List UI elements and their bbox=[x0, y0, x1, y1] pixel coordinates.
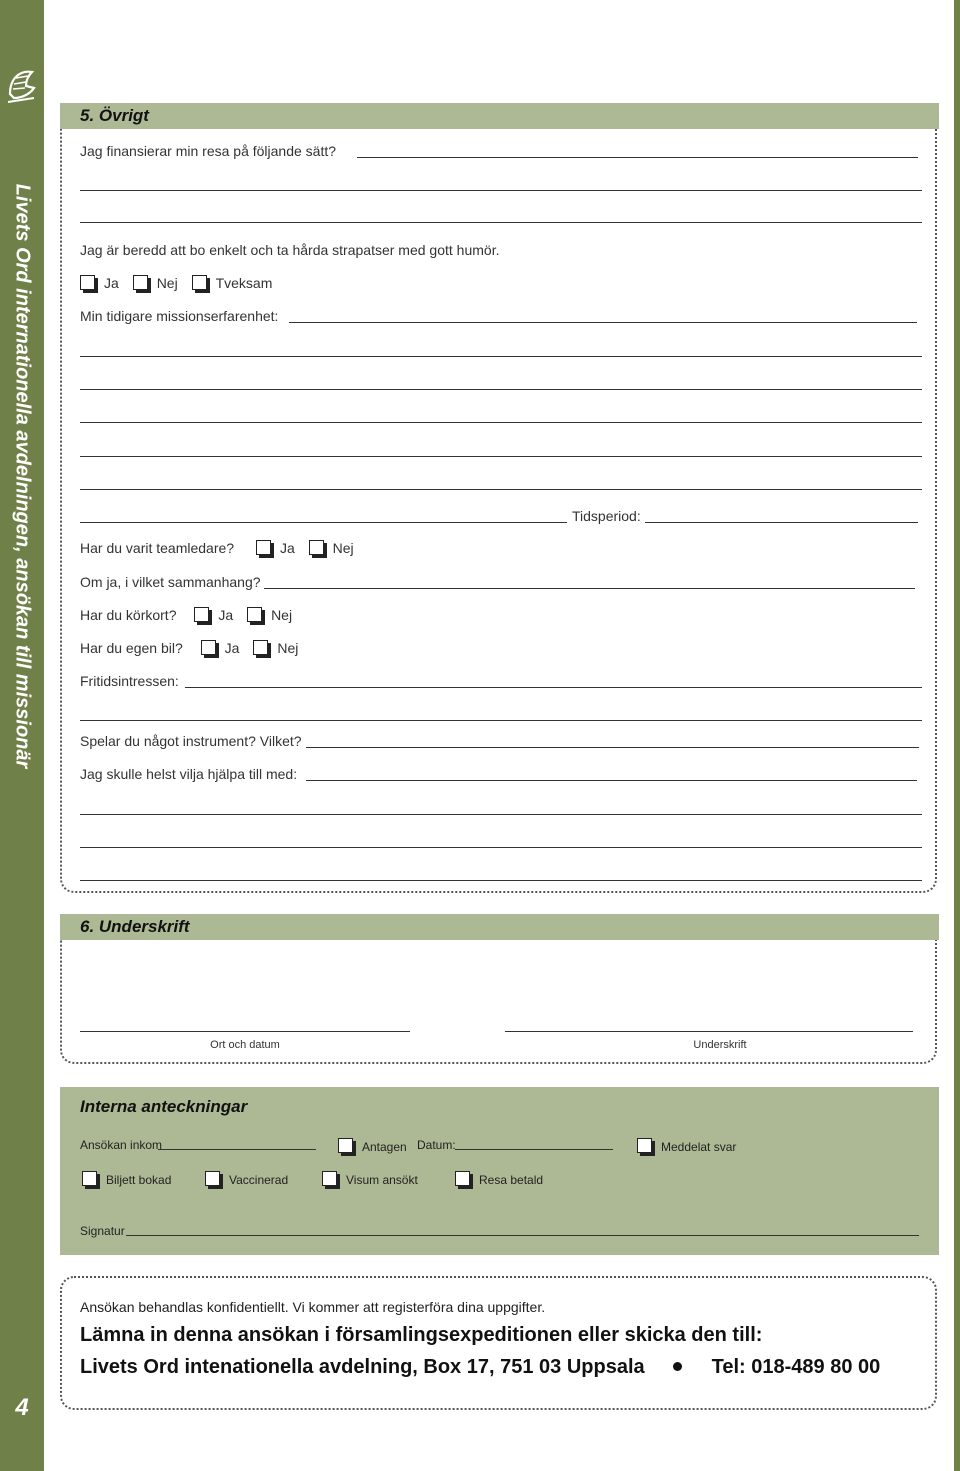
checkbox-icon[interactable] bbox=[82, 1171, 97, 1186]
accepted-option[interactable]: Antagen bbox=[338, 1138, 407, 1154]
checkbox-icon[interactable] bbox=[133, 275, 148, 290]
ticket-option[interactable]: Biljett bokad bbox=[82, 1171, 171, 1187]
car-label: Har du egen bil? bbox=[80, 640, 183, 656]
date-label: Datum: bbox=[417, 1138, 456, 1152]
finance-field-2[interactable] bbox=[80, 190, 922, 191]
ready-unsure-option[interactable]: Tveksam bbox=[192, 275, 273, 291]
ready-options bbox=[80, 275, 282, 291]
car-yes-option[interactable]: Ja bbox=[201, 640, 240, 656]
submission-instruction: Lämna in denna ansökan i församlingsexpeditionen eller skicka den till: bbox=[80, 1324, 763, 1346]
internal-signature-field[interactable] bbox=[126, 1235, 919, 1236]
checkbox-icon[interactable] bbox=[455, 1171, 470, 1186]
checkbox-icon[interactable] bbox=[201, 640, 216, 655]
checkbox-icon[interactable] bbox=[637, 1138, 652, 1153]
checkbox-icon[interactable] bbox=[256, 540, 271, 555]
address-text: Livets Ord intenationella avdelning, Box 17, 751 03 Uppsala bbox=[80, 1356, 645, 1378]
finance-label: Jag finansierar min resa på följande sätt? bbox=[80, 143, 337, 159]
contact-line bbox=[80, 1356, 880, 1379]
help-field-2[interactable] bbox=[80, 814, 922, 815]
period-label: Tidsperiod: bbox=[572, 508, 641, 524]
ready-yes-option[interactable]: Ja bbox=[80, 275, 119, 291]
checkbox-icon[interactable] bbox=[247, 607, 262, 622]
checkbox-icon[interactable] bbox=[192, 275, 207, 290]
signature-field[interactable] bbox=[505, 1031, 913, 1032]
experience-field-6[interactable] bbox=[80, 489, 922, 490]
ready-no-option[interactable]: Nej bbox=[133, 275, 178, 291]
paid-option[interactable]: Resa betald bbox=[455, 1171, 543, 1187]
period-field[interactable] bbox=[645, 522, 918, 523]
replied-option[interactable]: Meddelat svar bbox=[637, 1138, 736, 1154]
checkbox-icon[interactable] bbox=[338, 1138, 353, 1153]
leader-question bbox=[80, 540, 364, 556]
license-label: Har du körkort? bbox=[80, 607, 177, 623]
car-no-option[interactable]: Nej bbox=[253, 640, 298, 656]
license-question bbox=[80, 607, 302, 623]
context-label: Om ja, i vilket sammanhang? bbox=[80, 574, 261, 590]
ready-label: Jag är beredd att bo enkelt och ta hårda strapatser med gott humör. bbox=[80, 242, 500, 258]
leader-no-option[interactable]: Nej bbox=[309, 540, 354, 556]
section-5-heading: 5. Övrigt bbox=[60, 103, 939, 129]
experience-field[interactable] bbox=[289, 322, 917, 323]
hobbies-label: Fritidsintressen: bbox=[80, 673, 179, 689]
section-6-heading: 6. Underskrift bbox=[60, 914, 939, 940]
leader-yes-option[interactable]: Ja bbox=[256, 540, 295, 556]
internal-signature-label: Signatur bbox=[80, 1224, 125, 1238]
checkbox-icon[interactable] bbox=[80, 275, 95, 290]
license-yes-option[interactable]: Ja bbox=[194, 607, 233, 623]
experience-field-4[interactable] bbox=[80, 422, 922, 423]
checkbox-icon[interactable] bbox=[194, 607, 209, 622]
visa-option[interactable]: Visum ansökt bbox=[322, 1171, 418, 1187]
right-edge-bar bbox=[954, 0, 960, 1471]
received-field[interactable] bbox=[158, 1149, 316, 1150]
checkbox-icon[interactable] bbox=[253, 640, 268, 655]
sidebar-title: Livets Ord internationella avdelningen, ansökan till missionär bbox=[11, 183, 34, 769]
vaccinated-option[interactable]: Vaccinerad bbox=[205, 1171, 288, 1187]
instrument-label: Spelar du något instrument? Vilket? bbox=[80, 733, 302, 749]
hobbies-field[interactable] bbox=[185, 687, 922, 688]
car-question bbox=[80, 640, 308, 656]
hobbies-field-2[interactable] bbox=[80, 720, 922, 721]
help-field[interactable] bbox=[306, 780, 917, 781]
internal-notes-title: Interna anteckningar bbox=[80, 1097, 248, 1116]
help-field-3[interactable] bbox=[80, 847, 922, 848]
experience-field-2[interactable] bbox=[80, 356, 922, 357]
help-field-4[interactable] bbox=[80, 880, 922, 881]
checkbox-icon[interactable] bbox=[322, 1171, 337, 1186]
help-label: Jag skulle helst vilja hjälpa till med: bbox=[80, 766, 298, 782]
experience-label: Min tidigare missionserfarenhet: bbox=[80, 308, 279, 324]
phone-text: Tel: 018-489 80 00 bbox=[711, 1356, 881, 1378]
place-date-field[interactable] bbox=[80, 1031, 410, 1032]
experience-field-3[interactable] bbox=[80, 389, 922, 390]
page-number: 4 bbox=[15, 1394, 29, 1421]
license-no-option[interactable]: Nej bbox=[247, 607, 292, 623]
internal-notes-panel bbox=[60, 1087, 939, 1255]
finance-field-3[interactable] bbox=[80, 222, 922, 223]
confidentiality-note: Ansökan behandlas konfidentiellt. Vi kommer att registerföra dina uppgifter. bbox=[80, 1299, 546, 1315]
received-label: Ansökan inkom bbox=[80, 1138, 163, 1152]
helmet-logo-icon bbox=[4, 64, 38, 112]
experience-field-5[interactable] bbox=[80, 456, 922, 457]
checkbox-icon[interactable] bbox=[309, 540, 324, 555]
context-field[interactable] bbox=[264, 588, 915, 589]
signature-label: Underskrift bbox=[693, 1039, 747, 1051]
sidebar bbox=[0, 0, 44, 1471]
experience-field-7[interactable] bbox=[80, 522, 567, 523]
bullet-icon bbox=[673, 1362, 682, 1371]
date-field[interactable] bbox=[455, 1149, 613, 1150]
place-date-label: Ort och datum bbox=[210, 1039, 280, 1051]
leader-label: Har du varit teamledare? bbox=[80, 540, 235, 556]
checkbox-icon[interactable] bbox=[205, 1171, 220, 1186]
finance-field[interactable] bbox=[357, 157, 918, 158]
instrument-field[interactable] bbox=[306, 747, 919, 748]
